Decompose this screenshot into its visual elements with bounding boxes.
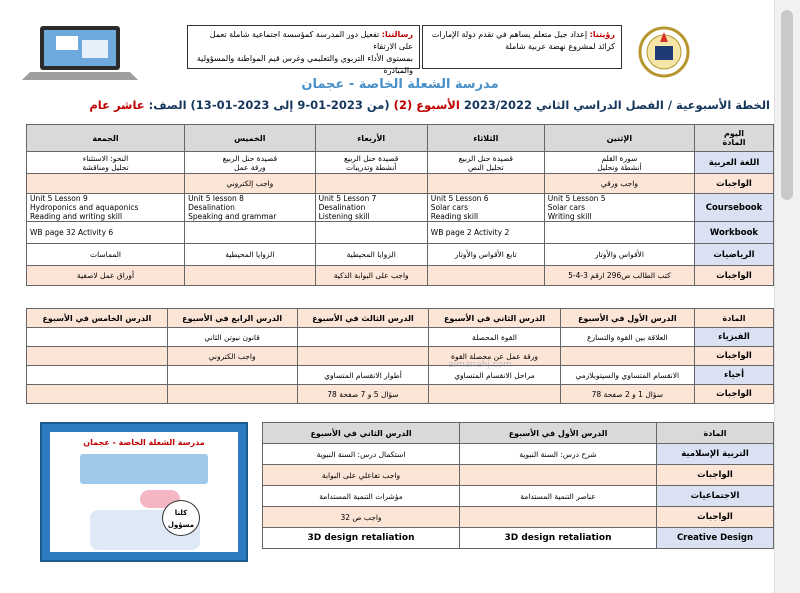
- science-cell: سؤال 5 و 7 صفحة 78: [297, 385, 429, 404]
- weekly-cell: أوراق عمل لاصفية: [27, 266, 185, 286]
- day-header: الأربعاء: [315, 125, 427, 152]
- social-row: [263, 444, 774, 465]
- day-header: الجمعة: [27, 125, 185, 152]
- weekly-cell: تابع الأقواس والأوتار: [427, 244, 544, 266]
- weekly-cell: Unit 5 Lesson 5 Solar cars Writing skill: [544, 194, 694, 222]
- subject-label: الفيزياء: [695, 328, 774, 347]
- social-cell: 3D design retaliation: [263, 528, 460, 549]
- weekly-cell: [185, 222, 316, 244]
- corner-cell: [695, 125, 774, 152]
- social-row: [263, 465, 774, 486]
- weekly-cell: الأقواس والأوتار: [544, 244, 694, 266]
- homework-label: الواجبات: [695, 266, 774, 286]
- poster-banner: [80, 454, 208, 484]
- science-cell: [297, 328, 429, 347]
- science-cell: أطوار الانقسام المتساوي: [297, 366, 429, 385]
- weekly-cell: Unit 5 lesson 8 Desalination Speaking and grammar: [185, 194, 316, 222]
- weekly-cell: واجب على البوابة الذكية: [315, 266, 427, 286]
- weekly-row: [27, 244, 774, 266]
- science-cell: ورقة عمل عن محصلة القوة: [429, 347, 560, 366]
- day-header: الخميس: [185, 125, 316, 152]
- social-cell: 3D design retaliation: [460, 528, 657, 549]
- science-row: [27, 347, 774, 366]
- homework-label: الواجبات: [657, 507, 774, 528]
- lesson-header: الدرس الثاني في الأسبوع: [429, 309, 560, 328]
- social-cell: واجب تفاعلي على البوابة: [263, 465, 460, 486]
- weekly-schedule-table: [26, 124, 774, 286]
- poster-bubble: كلنا مسؤول: [162, 500, 200, 536]
- science-cell: قانون نيوتن الثاني: [167, 328, 297, 347]
- mission-box: [187, 25, 420, 75]
- science-cell: القوة المحصلة: [429, 328, 560, 347]
- homework-label: الواجبات: [695, 174, 774, 194]
- science-cell: [27, 366, 168, 385]
- school-name: مدرسة الشعلة الخاصة - عجمان: [301, 77, 499, 92]
- weekly-cell: [185, 266, 316, 286]
- weekly-cell: قصيدة حنل الربيع ورقة عمل: [185, 152, 316, 174]
- weekly-cell: كتب الطالب ص296 ارقم 3-4-5: [544, 266, 694, 286]
- watermark: almanahj.com: [448, 360, 512, 370]
- poster-title: مدرسة الشعلة الخاصة - عجمان: [83, 438, 205, 447]
- social-cell: مؤشرات التنمية المستدامة: [263, 486, 460, 507]
- mission-text-2: بمستوى الأداء التربوي والتعليمي وغرس قيم المواطنة والمسؤولية والمبادرة: [196, 54, 413, 75]
- science-cell: واجب الكتروني: [167, 347, 297, 366]
- laptop-illustration-icon: [20, 22, 140, 84]
- vision-label: رؤيتنا:: [589, 30, 615, 39]
- science-row: [27, 328, 774, 347]
- social-row: [263, 486, 774, 507]
- social-cell: استكمال درس: السنة النبوية: [263, 444, 460, 465]
- weekly-cell: WB page 2 Activity 2: [427, 222, 544, 244]
- weekly-cell: الزوايا المحيطية: [315, 244, 427, 266]
- lesson-header: الدرس الثالث في الأسبوع: [297, 309, 429, 328]
- science-cell: مراحل الانقسام المتساوي: [429, 366, 560, 385]
- vision-box: [422, 25, 622, 69]
- subject-label: التربية الإسلامية: [657, 444, 774, 465]
- weekly-cell: WB page 32 Activity 6: [27, 222, 185, 244]
- science-cell: الانقسام المتساوي والسيتوبلازمي: [560, 366, 694, 385]
- vision-text-2: كرائد لمشروع نهضة عربية شاملة: [505, 42, 615, 51]
- weekly-cell: قصيدة حنل الربيع تحليل النص: [427, 152, 544, 174]
- science-cell: سؤال 1 و 2 صفحة 78: [560, 385, 694, 404]
- school-logo-icon: [636, 22, 692, 78]
- mission-label: رسالتنا:: [381, 30, 413, 39]
- social-row: [263, 528, 774, 549]
- weekly-cell: Unit 5 Lesson 7 Desalination Listening skill: [315, 194, 427, 222]
- poster-inner: [50, 432, 238, 552]
- subject-label: الاجتماعيات: [657, 486, 774, 507]
- weekly-cell: الزوايا المحيطية: [185, 244, 316, 266]
- weekly-row: [27, 266, 774, 286]
- science-header-row: [27, 309, 774, 328]
- social-row: [263, 507, 774, 528]
- weekly-cell: واجب إلكتروني: [185, 174, 316, 194]
- science-cell: [27, 328, 168, 347]
- scrollbar-thumb[interactable]: [781, 10, 793, 200]
- lesson-header: الدرس الخامس في الأسبوع: [27, 309, 168, 328]
- vision-text: إعداد جيل متعلم يساهم في تقدم دولة الإمارات: [431, 30, 588, 39]
- weekly-cell: [544, 222, 694, 244]
- social-cell: [460, 507, 657, 528]
- day-header: الثلاثاء: [427, 125, 544, 152]
- weekly-cell: سورة القلم أنشطة وتحليل: [544, 152, 694, 174]
- mission-text: تفعيل دور المدرسة كمؤسسة اجتماعية شاملة تعمل على الارتقاء: [209, 30, 413, 51]
- weekly-cell: [427, 174, 544, 194]
- corner-day: اليوم: [724, 129, 744, 138]
- social-cell: شرح درس: السنة النبوية: [460, 444, 657, 465]
- science-cell: [27, 347, 168, 366]
- weekly-cell: [315, 174, 427, 194]
- weekly-cell: المماسات: [27, 244, 185, 266]
- subject-label: Workbook: [695, 222, 774, 244]
- lesson-header: الدرس الرابع في الأسبوع: [167, 309, 297, 328]
- homework-label: الواجبات: [695, 347, 774, 366]
- vertical-scrollbar[interactable]: [774, 0, 800, 593]
- subject-label: الرياضيات: [695, 244, 774, 266]
- plan-week: الأسبوع (2): [393, 98, 460, 112]
- plan-prefix: الخطة الأسبوعية / الفصل الدراسي الثاني 2023/2022: [463, 98, 770, 112]
- weekly-row: [27, 174, 774, 194]
- social-cell: واجب ص 32: [263, 507, 460, 528]
- weekly-row: [27, 152, 774, 174]
- weekly-cell: Unit 5 Lesson 9 Hydroponics and aquaponics Reading and writing skill: [27, 194, 185, 222]
- lesson-header: الدرس الأول في الأسبوع: [560, 309, 694, 328]
- lesson-header: الدرس الثاني في الأسبوع: [263, 423, 460, 444]
- weekly-row: [27, 222, 774, 244]
- science-row: [27, 385, 774, 404]
- social-schedule-table: [262, 422, 774, 549]
- social-cell: [460, 465, 657, 486]
- subject-header: المادة: [695, 309, 774, 328]
- day-header: الإثنين: [544, 125, 694, 152]
- science-cell: [27, 385, 168, 404]
- weekly-cell: Unit 5 Lesson 6 Solar cars Reading skill: [427, 194, 544, 222]
- science-row: [27, 366, 774, 385]
- homework-label: الواجبات: [695, 385, 774, 404]
- science-cell: [297, 347, 429, 366]
- science-cell: العلاقة بين القوة والتسارع: [560, 328, 694, 347]
- lesson-header: الدرس الأول في الأسبوع: [460, 423, 657, 444]
- weekly-cell: قصيدة حنل الربيع أنشطة وتدريبات: [315, 152, 427, 174]
- science-cell: [167, 366, 297, 385]
- weekly-row: [27, 194, 774, 222]
- weekly-cell: النحو: الاستثناء تحليل ومناقشة: [27, 152, 185, 174]
- social-cell: عناصر التنمية المستدامة: [460, 486, 657, 507]
- weekly-cell: [315, 222, 427, 244]
- subject-header: المادة: [657, 423, 774, 444]
- subject-label: أحياء: [695, 366, 774, 385]
- plan-grade: عاشر عام: [89, 98, 145, 112]
- homework-label: الواجبات: [657, 465, 774, 486]
- subject-label: Coursebook: [695, 194, 774, 222]
- social-header-row: [263, 423, 774, 444]
- science-cell: [167, 385, 297, 404]
- poster-image: [40, 422, 248, 562]
- weekly-cell: [427, 266, 544, 286]
- plan-suffix: (من 2023-01-9 إلى 2023-01-13) الصف:: [148, 98, 390, 112]
- corner-subject: المادة: [722, 138, 746, 147]
- weekly-cell: [27, 174, 185, 194]
- subject-label: اللغة العربية: [695, 152, 774, 174]
- subject-label: Creative Design: [657, 528, 774, 549]
- plan-title: [89, 98, 770, 112]
- science-schedule-table: [26, 308, 774, 404]
- weekly-cell: واجب ورقي: [544, 174, 694, 194]
- science-cell: [560, 347, 694, 366]
- weekly-header-row: [27, 125, 774, 152]
